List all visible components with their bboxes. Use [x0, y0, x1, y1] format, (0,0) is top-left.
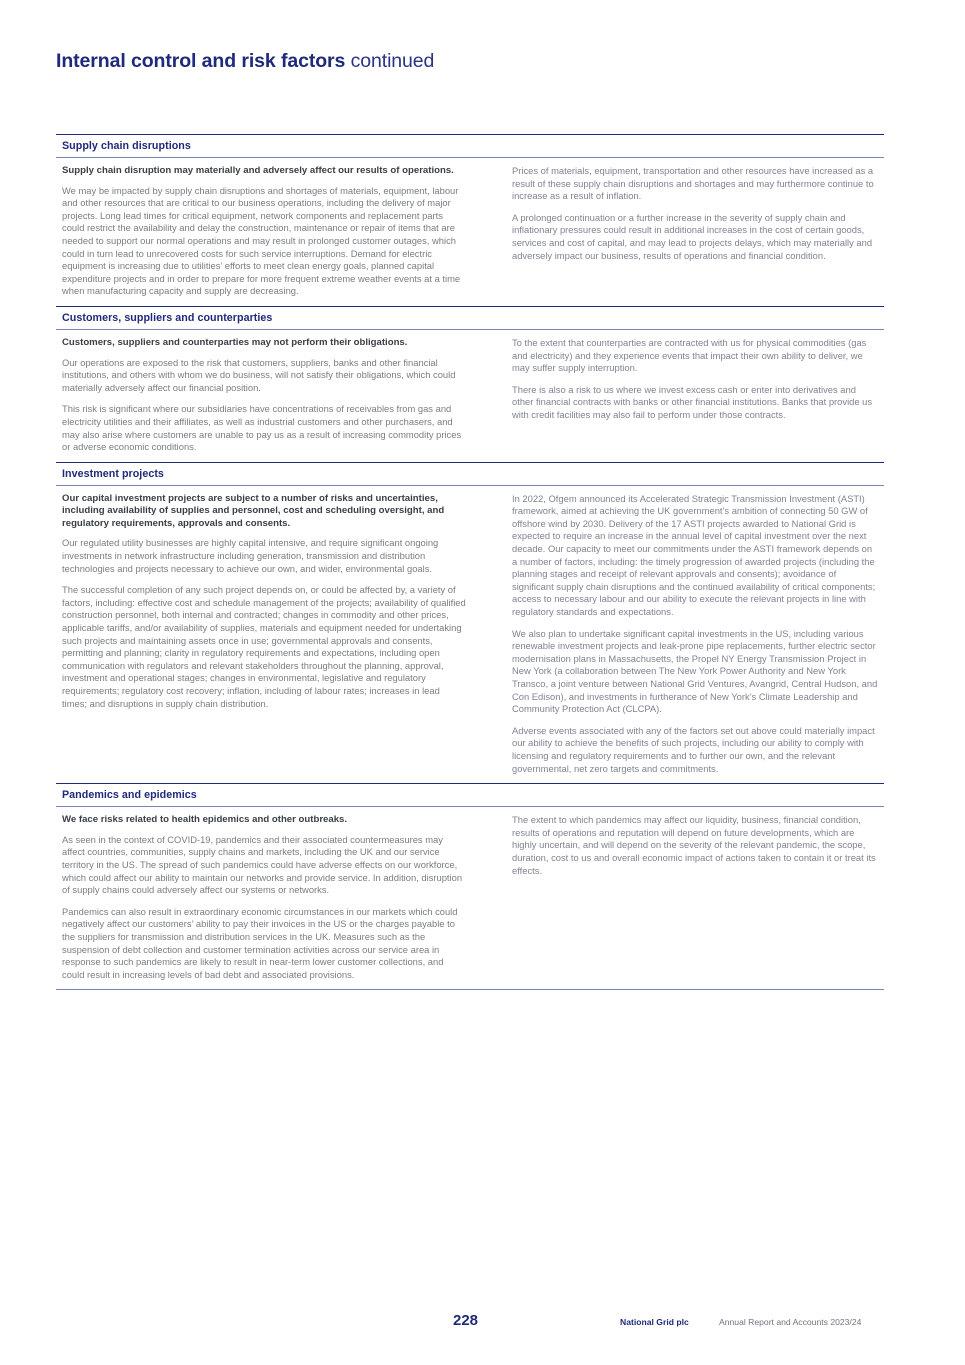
section-pandemics-and-epidemics: [56, 783, 884, 990]
section-body: [56, 806, 884, 989]
paragraph: Our regulated utility businesses are highly capital intensive, and require significant ongoing investments in network infrastructure including generation, transmission and distribution technologies and projects necessary to achieve our own, and wider, environmental goals.: [62, 537, 439, 574]
section-column-right: [484, 814, 884, 981]
section-column-left: [56, 165, 484, 298]
section-customers-suppliers-counterparties: [56, 306, 884, 462]
section-heading: Pandemics and epidemics: [56, 783, 884, 806]
section-investment-projects: [56, 462, 884, 783]
risk-statement: Customers, suppliers and counterparties may not perform their obligations.: [62, 336, 408, 348]
paragraph: Our operations are exposed to the risk that customers, suppliers, banks and other financial institutions, and others with whom we do business, will not satisfy their obligations, which could materially adversely affect our financial position.: [62, 356, 456, 393]
section-body: [56, 329, 884, 462]
paragraph: There is also a risk to us where we invest excess cash or enter into derivatives and other financial contracts with banks or other financial institutions. Banks that provide us with credit facilities may also fail to perform under those contracts.: [512, 383, 873, 420]
paragraph: This risk is significant where our subsidiaries have concentrations of receivables from gas and electricity utilities and their affiliates, as well as industrial customers and other purchasers, and may also arise where customers are unable to pay us as a result of increasing commodity prices or adverse economic conditions.: [62, 403, 462, 453]
page-title: [56, 50, 434, 73]
section-body: [56, 157, 884, 306]
section-column-left: [56, 337, 484, 454]
page-number: 228: [453, 1312, 479, 1329]
section-column-right: [484, 165, 884, 298]
paragraph: We also plan to undertake significant capital investments in the US, including various renewable investment projects and leak-prone pipe replacements, further electric sector modernisation plans in Massachusetts, the Propel NY Energy Transmission Project in New York (a collaboration between The New York Power Authority and New York Transco, a joint venture between National Grid Ventures, Avangrid, Central Hudson, and Con Edison), and investments in furtherance of New York’s Climate Leadership and Community Protection Act (CLCPA).: [512, 627, 878, 715]
page-title-main: Internal control and risk factors: [56, 50, 346, 72]
paragraph: Prices of materials, equipment, transportation and other resources have increased as a result of these supply chain disruptions and shortages and may furthermore continue to increase as a result of inflation.: [512, 165, 874, 202]
page-footer: [0, 1312, 965, 1342]
section-bottom-rule: [56, 989, 884, 990]
paragraph: The extent to which pandemics may affect our liquidity, business, financial condition, results of operations and reputation will depend on future developments, which are highly uncertain, and will depend on the severity of the relevant pandemic, the scope, duration, cost to us and overall economic impact of actions taken to contain it or treat its effects.: [512, 814, 876, 876]
footer-document-title: Annual Report and Accounts 2023/24: [719, 1317, 862, 1327]
risk-statement: Our capital investment projects are subject to a number of risks and uncertainties, including availability of supplies and personnel, cost and scheduling oversight, and regulatory requirements, approvals and consents.: [62, 492, 445, 529]
footer-brand: National Grid plc: [620, 1317, 689, 1327]
section-heading: Supply chain disruptions: [56, 134, 884, 157]
risk-statement: Supply chain disruption may materially and adversely affect our results of operations.: [62, 165, 454, 176]
section-body: [56, 485, 884, 783]
paragraph: The successful completion of any such project depends on, or could be affected by, a variety of factors, including: effective cost and schedule management of the projects; availability of qualified construction personnel, both internal and contracted; changes in commodity and other prices, applicable tariffs, and/or availability of supplies, materials and equipment needed for undertaking such projects and maintaining assets once in use; governmental approvals and consents, permitting and planning; clarity in regulatory requirements and expectations, including open communication with regulators and relevant stakeholders throughout the planning, approval, investment and operational stages; changes in environmental, legislative and regulatory requirements; regulatory cost recovery; inflation, including of labour rates; increases in lead times; and disruptions in supply chain distribution.: [62, 584, 466, 709]
paragraph: Pandemics can also result in extraordinary economic circumstances in our markets which could negatively affect our customers’ ability to pay their invoices in the US or the charges payable to the suppliers for transmission and distribution services in the UK. Measures such as the suspension of debt collection and customer termination activities across our service area in response to such pandemics are likely to result in near-term lower customer collections, and could result in increasing levels of bad debt and associated provisions.: [62, 905, 458, 980]
paragraph: Adverse events associated with any of the factors set out above could materially impact our ability to achieve the benefits of such projects, including our ability to comply with licensing and regulatory requirements and to further our own, and the relevant governmental, net zero targets and commitments.: [512, 724, 875, 774]
section-column-left: [56, 814, 484, 981]
section-supply-chain-disruptions: [56, 134, 884, 306]
section-column-right: [484, 493, 884, 775]
paragraph: As seen in the context of COVID-19, pandemics and their associated countermeasures may affect countries, communities, supply chains and markets, including the UK and our service territory in the US. The spread of such pandemics could have adverse effects on our workforce, which could affect our ability to maintain our networks and provide service. In addition, disruption of supply chains could adversely affect our systems or networks.: [62, 833, 463, 896]
paragraph: To the extent that counterparties are contracted with us for physical commodities (gas and electricity) and they experience events that impact their own ability to deliver, we may suffer supply interruption.: [512, 336, 867, 374]
paragraph: We may be impacted by supply chain disruptions and shortages of materials, equipment, labour and other resources that are critical to our business operations, including the delivery of major projects. Long lead times for critical equipment, network components and replacement parts could restrict the availability and delay the construction, maintenance or repair of items that are needed to support our normal operations and may result in prolonged customer outages, which could in turn lead to unrecovered costs for such service interruptions. Demand for electric equipment is increasing due to utilities’ efforts to meet clean energy goals, planned capital expenditure projects and in order to prepare for more frequent extreme weather events at a time when manufacturing capacity and supply are decreasing.: [62, 184, 461, 297]
section-heading: Customers, suppliers and counterparties: [56, 306, 884, 329]
paragraph: In 2022, Ofgem announced its Accelerated Strategic Transmission Investment (ASTI) framework, aimed at achieving the UK government’s ambition of connecting 50 GW of offshore wind by 2030. Delivery of the 17 ASTI projects awarded to National Grid is expected to require an increase in the annual level of capital investment over the next decade. Our capacity to meet our commitments under the ASTI framework depends on a number of factors, including: the timely progression of awarded projects (including the planning stages and receipt of relevant approvals and consents); avoidance of significant supply chain disruptions and the continued availability of critical components; access to necessary labour and our ability to execute the relevant projects in line with regulatory standards and expectations.: [512, 492, 876, 618]
page-title-continued: continued: [350, 50, 435, 72]
section-heading: Investment projects: [56, 462, 884, 485]
risk-statement: We face risks related to health epidemics and other outbreaks.: [62, 814, 348, 826]
section-column-left: [56, 493, 484, 775]
paragraph: A prolonged continuation or a further increase in the severity of supply chain and inflationary pressures could result in additional increases in the cost of certain goods, services and cost of capital, and may lead to projects delays, which may materially and adversely impact our business, results of operations and financial condition.: [512, 211, 873, 261]
risk-factor-sections: [56, 134, 884, 990]
section-column-right: [484, 337, 884, 454]
